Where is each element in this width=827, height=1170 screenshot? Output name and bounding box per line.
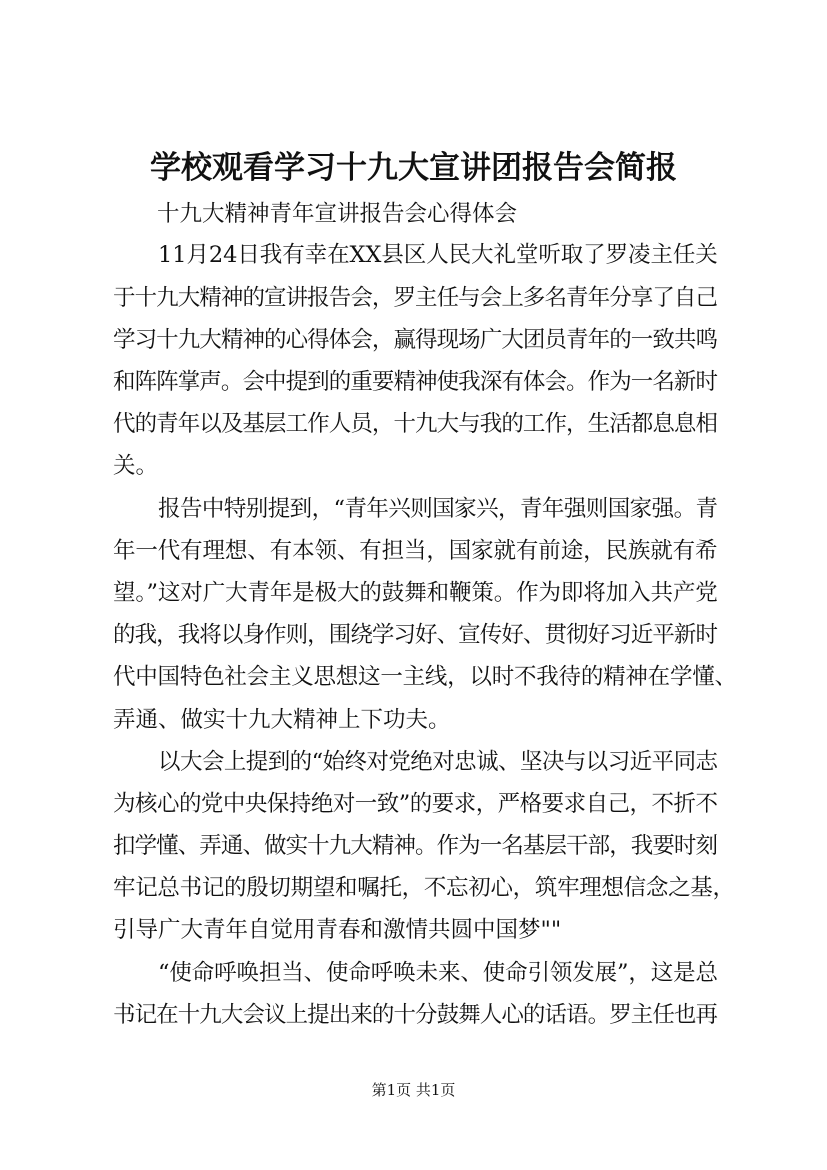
page-footer: 第1页 共1页 [371,1081,456,1099]
body-line: 和阵阵掌声。会中提到的重要精神使我深有体会。作为一名新时 [113,369,718,395]
body-line: 学习十九大精神的心得体会，赢得现场广大团员青年的一致共鸣 [113,327,718,353]
body-line: 11月24日我有幸在XX县区人民大礼堂听取了罗凌主任关 [158,242,718,268]
body-line: 的我，我将以身作则，围绕学习好、宣传好、贯彻好习近平新时 [113,622,718,648]
body-line: 引导广大青年自觉用青春和激情共圆中国梦"" [113,917,562,943]
body-line: 代的青年以及基层工作人员，十九大与我的工作，生活都息息相 [113,411,718,437]
body-line: 弄通、做实十九大精神上下功夫。 [113,707,451,733]
body-line: 书记在十九大会议上提出来的十分鼓舞人心的话语。罗主任也再 [113,1002,718,1028]
body-line: 为核心的党中央保持绝对一致”的要求，严格要求自己，不折不 [113,791,718,817]
body-line: 望。”这对广大青年是极大的鼓舞和鞭策。作为即将加入共产党 [113,580,718,606]
body-line: 于十九大精神的宣讲报告会，罗主任与会上多名青年分享了自己 [113,285,718,311]
subtitle: 十九大精神青年宣讲报告会心得体会 [157,201,518,227]
page-title: 学校观看学习十九大宣讲团报告会简报 [150,150,677,186]
body-line: 扣学懂、弄通、做实十九大精神。作为一名基层干部，我要时刻 [113,833,718,859]
body-line: 牢记总书记的殷切期望和嘱托，不忘初心，筑牢理想信念之基， [113,875,735,901]
body-line: “使命呼唤担当、使命呼唤未来、使命引领发展”，这是总 [158,960,718,986]
body-line: 代中国特色社会主义思想这一主线，以时不我待的精神在学懂、 [113,664,737,690]
body-line: 以大会上提到的“始终对党绝对忠诚、坚决与以习近平同志 [158,749,718,775]
body-line: 关。 [113,453,159,479]
body-line: 年一代有理想、有本领、有担当，国家就有前途，民族就有希 [113,538,718,564]
body-line: 报告中特别提到，“青年兴则国家兴，青年强则国家强。青 [158,496,718,522]
